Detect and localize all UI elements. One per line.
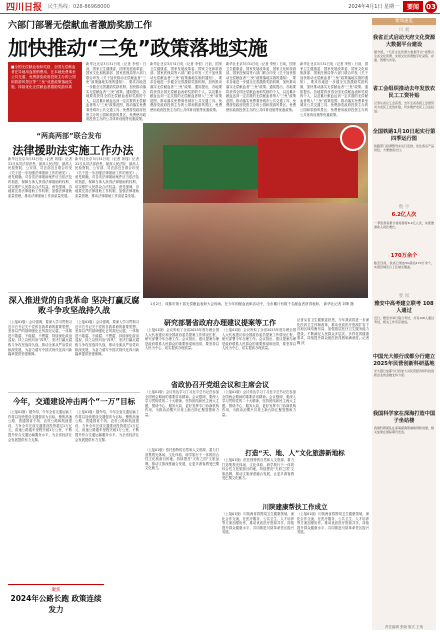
sidebar-section-label: 要 闻 [398, 294, 410, 299]
editor-credit: 责任编辑 张晓 版式 王爽 [384, 625, 424, 629]
tag-kicker: 聚焦 [51, 588, 61, 593]
divider [8, 292, 140, 293]
sub-story-body-col2: 新华社北京3月31日电（记者 刘翔）记者31日从司法部获悉，最高人民法院、最高人民检察院、公安部、司法部近日联合印发《关于进一步加强法律援助工作的意见》。意见明确，对各类法律援助案件应当依法及时指派，保障当事人获得法律援助的权利，切实维护人民群众合法权益。意见强调，各地要完善法律援助工作机制，加强法律援助质量管理，推动法律援助工作高质量发展。 [75, 157, 139, 198]
main-story-body-col4: 新华社北京3月31日电（记者 李恒）日前，国家卫生健康委、国家发展改革委、国家文化和旅游部、国家医保局等六部门联合印发《关于加快推动无偿献血者“三免”政策落地实施的通知》，要求各地进一步健全完善激励奖励机制，加快推动落实无偿献血者“三免”政策。通知提出，各地要将获得全国无偿献血表彰奖励的个人，以及累计献血达到一定次数的无偿献血者纳入“三免”政策范围，推动落实免费乘坐城市公共交通工具、免费游览政府投资主办的公园和旅游风景区、免费使用政府投资主办的公共体育设施等优惠政策。 [300, 62, 368, 117]
brief-body: 铁路部门将调整列车运行安排，优化客运产品供给，方便旅客出行。 [374, 144, 435, 153]
anticorruption-body-col1: （上接01版）会议强调，要深入学习贯彻习近平总书记关于党的自我革命的重要思想，坚持以严的基调强化正风肃纪反腐，一体推进不敢腐、不能腐、不想腐，持续深化政治巡视，持之以恒纠治“四风”，坚决打赢反腐败斗争攻坚战持久战，推动全面从严治党向纵深发展，为奋力谱写中国式现代化四川新篇章提供坚强保障。 [8, 320, 72, 357]
main-story-lead: ■全国无偿献血表彰奖励、全国无偿献血者在异地用血报销费用，在本地免费乘坐公共交通、免费游览政府投资主办的公园和旅游风景区等“三免”优惠政策落地实施，持续优化无偿献血者激励奖励体系 [8, 62, 82, 122]
hotline: 民生热线：028-86968000 [48, 4, 110, 10]
newspaper-logo[interactable]: 四川日报 [6, 3, 43, 13]
main-story-body-col1: 新华社北京3月31日电（记者 李恒）日前，国家卫生健康委、国家发展改革委、国家文化和旅游部、国家医保局等六部门联合印发《关于加快推动无偿献血者“三免”政策落地实施的通知》，要求各地进一步健全完善激励奖励机制，加快推动落实无偿献血者“三免”政策。通知提出，各地要将获得全国无偿献血表彰奖励的个人，以及累计献血达到一定次数的无偿献血者纳入“三免”政策范围，推动落实免费乘坐城市公共交通工具、免费游览政府投资主办的公园和旅游风景区、免费使用政府投资主办的公共体育设施等优惠政策。 [86, 62, 146, 122]
transport-body-col2: （上接01版）据介绍，今年全省交通运输工作将以加快建设交通强省为目标，聚焦高速公路、普通国省干线、农村公路和航道建设，力争全年完成交通建设投资超过1万亿元，高速公路通车里程突破1万公里，不断提升综合交通运输服务水平，为全省经济社会发展提供有力支撑。 [75, 410, 139, 442]
main-story-body-col3: 新华社北京3月31日电（记者 李恒）日前，国家卫生健康委、国家发展改革委、国家文化和旅游部、国家医保局等六部门联合印发《关于加快推动无偿献血者“三免”政策落地实施的通知》，要求各地进一步健全完善激励奖励机制，加快推动落实无偿献血者“三免”政策。通知提出，各地要将获得全国无偿献血表彰奖励的个人，以及累计献血达到一定次数的无偿献血者纳入“三免”政策范围，推动落实免费乘坐城市公共交通工具、免费游览政府投资主办的公园和旅游风景区、免费使用政府投资主办的公共体育设施等优惠政策。 [226, 62, 296, 112]
story-title-culture-tourism[interactable]: 打造“天、地、人”文化旅游新地标 [245, 449, 345, 457]
section-label[interactable]: 要闻 [403, 1, 423, 12]
brief-figure[interactable]: 6.2亿人次 [391, 212, 417, 218]
brief-figure[interactable]: 170万余个 [390, 252, 418, 259]
health-aid-body-col2: （上接01版）川陕两省将围绕卫生健康领域，深化合作交流，在医疗服务、公共卫生、人才培养等方面加强协作，推动优质医疗资源共享，持续提升群众健康水平，共同推进川陕革命老区振兴发展。 [297, 512, 369, 535]
brief-body: 近日，雅安市举行联合考试，共有108人通过考试，相关工作有序推进。 [374, 316, 434, 325]
photo-crowd [143, 203, 368, 298]
main-headline[interactable]: 加快推动“三免”政策落地实施 [8, 36, 268, 60]
sub-story-body-col1: 新华社北京3月31日电（记者 刘翔）记者31日从司法部获悉，最高人民法院、最高人民检察院、公安部、司法部近日联合印发《关于进一步加强法律援助工作的意见》。意见明确，对各类法律援助案件应当依法及时指派，保障当事人获得法律援助的权利，切实维护人民群众合法权益。意见强调，各地要完善法律援助工作机制，加强法律援助质量管理，推动法律援助工作高质量发展。 [8, 157, 72, 198]
news-photo[interactable] [143, 123, 368, 298]
story-title-health-aid[interactable]: 川陕建康帮扶工作成立 [262, 503, 328, 511]
story-title-transport[interactable]: 今年，交通建设冲击两个“一万”目标 [12, 397, 136, 406]
proposals-body-col1: （上接01版）会议听取了全省2023年度办理全国人大代表建议和全国政协委员提案工作情况汇报，研究部署今年办理工作。会议指出，建议提案办理是政府联系人民群众的重要桥梁和纽带，要坚持以人民为中心，切实提高办理质量。 [145, 328, 219, 351]
brief-title[interactable]: 我省正式启动天府文化资源大数据平台建设 [372, 35, 436, 48]
anticorruption-body-col2: （上接01版）会议强调，要深入学习贯彻习近平总书记关于党的自我革命的重要思想，坚持以严的基调强化正风肃纪反腐，一体推进不敢腐、不能腐、不想腐，持续深化政治巡视，持之以恒纠治“四风”，坚决打赢反腐败斗争攻坚战持久战，推动全面从严治党向纵深发展，为奋力谱写中国式现代化四川新篇章提供坚强保障。 [75, 320, 139, 357]
cppcc-body-col1: （上接01版）会议传达学习了习近平总书记在参加全国两会期间的重要讲话精神。会议强调，要深入学习贯彻党的二十大精神，坚持团结和民主两大主题，围绕中心、服务大局，更好发挥专门协商机构作用，为推动治蜀兴川再上新台阶汇聚智慧和力量。 [145, 390, 219, 417]
brief-body: 截至目前，我省已建成5G基站170万余个，实现县城及以上区域全覆盖。 [374, 261, 434, 270]
brief-body: 我国科研团队在深海探测领域取得新进展，相关成果在国际期刊发表。 [374, 426, 435, 435]
award-medal-icon [340, 125, 366, 151]
proposals-body-col2: （上接01版）会议听取了全省2023年度办理全国人大代表建议和全国政协委员提案工作情况汇报，研究部署今年办理工作。会议指出，建议提案办理是政府联系人民群众的重要桥梁和纽带，要坚持以人民为中心，切实提高办理质量。 [222, 328, 296, 351]
sidebar-section-label: 川 观 [398, 28, 410, 33]
brief-title[interactable]: 中国光大银行成都分行建立2025年民营创新科研基地 [372, 354, 436, 367]
right-column-body: 记者从省卫生健康委获悉，今年我省将进一步深化医药卫生体制改革，推动优质医疗资源扩容下沉和区域均衡布局，加强基层医疗卫生服务能力建设，不断满足人民群众多层次、多样化的健康需求，持续提升群众就医获得感和满意度。记者 鞠 欣 [297, 318, 369, 345]
health-aid-body-col1: （上接01版）川陕两省将围绕卫生健康领域，深化合作交流，在医疗服务、公共卫生、人才培养等方面加强协作，推动优质医疗资源共享，持续提升群众健康水平，共同推进川陕革命老区振兴发展。 [222, 512, 294, 535]
divider [8, 392, 140, 393]
brief-title[interactable]: 省工会组织推动去年发放农民工工资补贴 [372, 86, 436, 99]
brief-body: 据介绍，“天府文化资源大数据平台”将整合全省文化资源，实现文化资源数字化采集、存储、管理与共享。 [374, 50, 435, 63]
masthead [0, 0, 440, 14]
brief-title[interactable]: 全国铁路1月10日起实行第四季运行图 [372, 129, 436, 142]
main-story-body-col2: 新华社北京3月31日电（记者 李恒）日前，国家卫生健康委、国家发展改革委、国家文化和旅游部、国家医保局等六部门联合印发《关于加快推动无偿献血者“三免”政策落地实施的通知》，要求各地进一步健全完善激励奖励机制，加快推动落实无偿献血者“三免”政策。通知提出，各地要将获得全国无偿献血表彰奖励的个人，以及累计献血达到一定次数的无偿献血者纳入“三免”政策范围，推动落实免费乘坐城市公共交通工具、免费游览政府投资主办的公园和旅游风景区、免费使用政府投资主办的公共体育设施等优惠政策。 [150, 62, 222, 112]
story-title-cppcc[interactable]: 省政协召开党组会议和主席会议 [171, 381, 269, 389]
sub-story-kicker: “两高两部”联合发布 [36, 132, 102, 140]
brief-title[interactable]: 雅安中高考建立联考 108人通过 [374, 301, 434, 314]
story-title-proposals[interactable]: 研究部署省政府办理建议提案等工作 [164, 319, 276, 327]
issue-date: 2024年4月1日 星期一 [348, 4, 399, 10]
photo-caption: 1月2日，成都市第十届无偿献血表彰大会现场。在今年的献血表彰活动中，全市累计有数千名献血者获得表彰。 新华社记者 刘坤 摄 [150, 302, 354, 306]
sidebar-box-running[interactable] [8, 584, 104, 615]
sub-story-headline[interactable]: 法律援助法实施工作办法 [12, 144, 134, 157]
story-title-anticorruption[interactable]: 深入推进党的自我革命 坚决打赢反腐败斗争攻坚战持久战 [8, 296, 140, 315]
culture-body-col2: （上接01版）依托独特的自然和人文资源，着力打造集观光休闲、文化体验、研学旅行于一体的综合性文化旅游目的地，持续擦亮“天府之国”文旅品牌，推动文旅深度融合发展，让更多游客感受巴蜀文化魅力。 [222, 458, 294, 481]
brief-body: 一季度我省累计接待游客6.2亿人次，实现旅游收入同比增长。 [374, 220, 434, 229]
brief-body: 记者从省总工会获悉，去年全省各级工会组织共为农民工发放补贴，切实维护农民工合法权益。 [374, 101, 435, 114]
tag-title: 2024年公路长跑 政策连续发力 [10, 594, 102, 614]
main-story-kicker: 六部门部署无偿献血者激励奖励工作 [8, 21, 153, 31]
transport-body-col1: （上接01版）据介绍，今年全省交通运输工作将以加快建设交通强省为目标，聚焦高速公路、普通国省干线、农村公路和航道建设，力争全年完成交通建设投资超过1万亿元，高速公路通车里程突破1万公里，不断提升综合交通运输服务水平，为全省经济社会发展提供有力支撑。 [8, 410, 72, 442]
brief-title[interactable]: 我国科学家在深海打造中国子坐站楼 [372, 411, 436, 424]
cppcc-body-col2: （上接01版）会议传达学习了习近平总书记在参加全国两会期间的重要讲话精神。会议强调，要深入学习贯彻党的二十大精神，坚持团结和民主两大主题，围绕中心、服务大局，更好发挥专门协商机构作用，为推动治蜀兴川再上新台阶汇聚智慧和力量。 [222, 390, 296, 417]
brief-body: 光大银行成都分行将加大对民营经济和科技创新企业的金融支持力度。 [374, 369, 435, 378]
sidebar-header: 要闻速览 [372, 18, 436, 25]
sidebar-section-label: 数 字 [398, 205, 410, 210]
news-briefs-sidebar [372, 18, 436, 630]
culture-body-col1: （上接01版）依托独特的自然和人文资源，着力打造集观光休闲、文化体验、研学旅行于一体的综合性文化旅游目的地，持续擦亮“天府之国”文旅品牌，推动文旅深度融合发展，让更多游客感受巴蜀文化魅力。 [145, 448, 219, 471]
page-number[interactable]: 03 [426, 2, 436, 11]
